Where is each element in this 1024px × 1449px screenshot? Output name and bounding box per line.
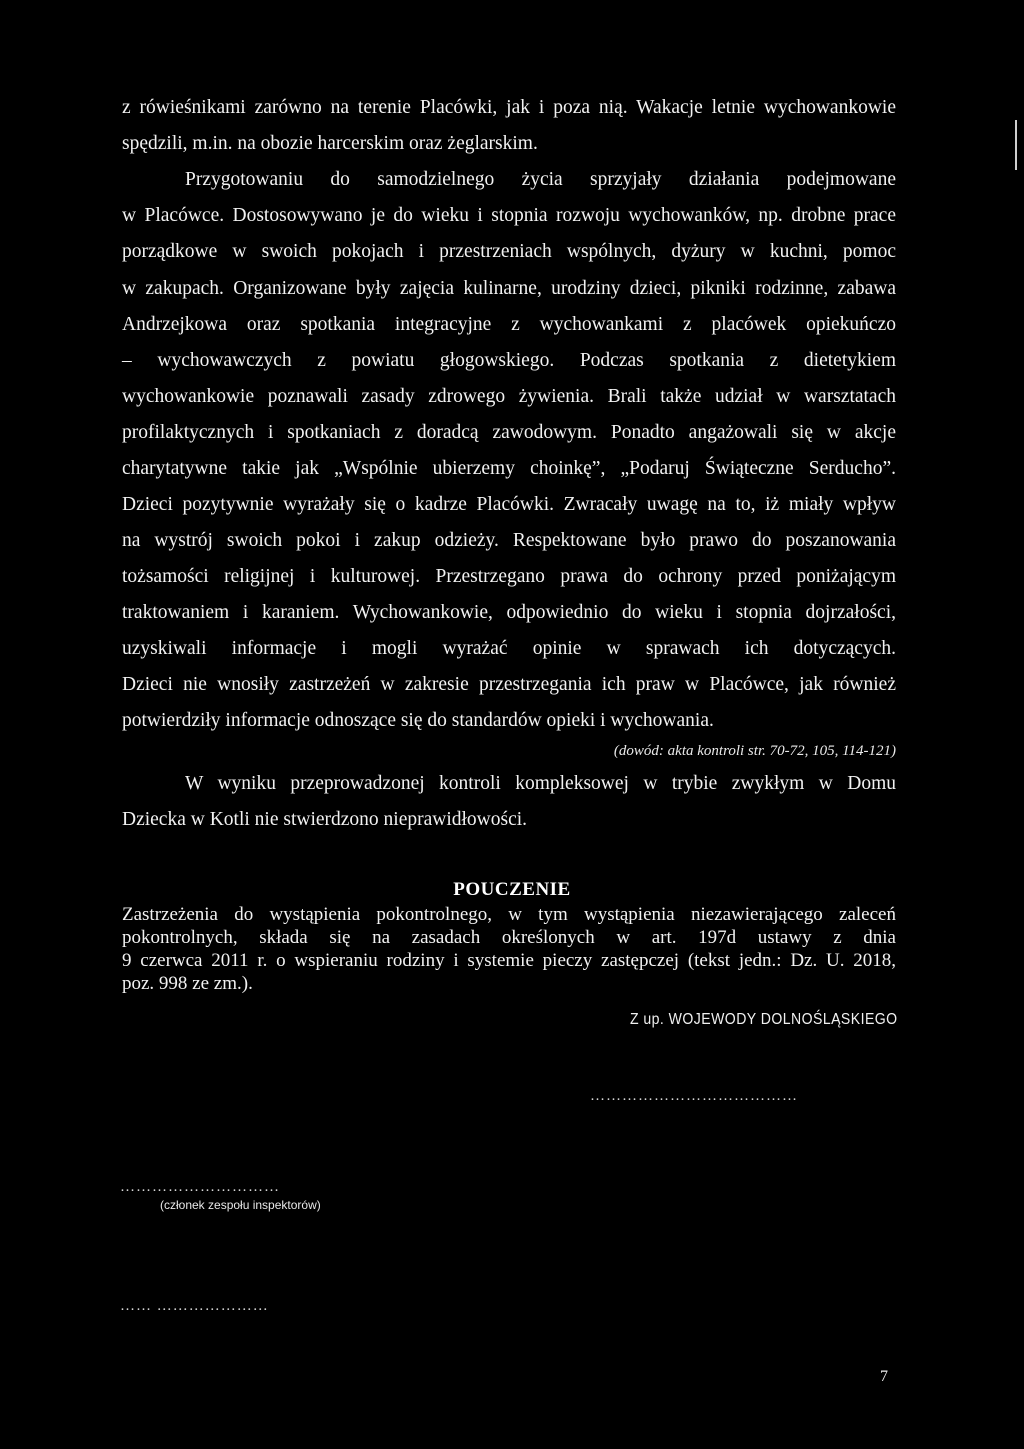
body-line: w zakupach. Organizowane były zajęcia kulinarne, urodziny dzieci, pikniki rodzinne, zabawa bbox=[122, 278, 896, 299]
scan-edge-mark bbox=[1015, 120, 1017, 170]
body-line: Dzieci nie wnosiły zastrzeżeń w zakresie przestrzegania ich praw w Placówce, jak również bbox=[122, 674, 896, 695]
body-line: porządkowe w swoich pokojach i przestrzeniach wspólnych, dyżury w kuchni, pomoc bbox=[122, 241, 896, 262]
notice-heading: POUCZENIE bbox=[453, 879, 571, 900]
notice-line: 9 czerwca 2011 r. o wspieraniu rodziny i systemie pieczy zastępczej (tekst jedn.: Dz. U. 2018, bbox=[122, 950, 896, 971]
body-line: potwierdziły informacje odnoszące się do standardów opieki i wychowania. bbox=[122, 710, 714, 731]
body-line: wychowankowie poznawali zasady zdrowego żywienia. Brali także udział w warsztatach bbox=[122, 386, 896, 407]
signature-line: ………………………… bbox=[120, 1179, 280, 1195]
notice-line: pokontrolnych, składa się na zasadach określonych w art. 197d ustawy z dnia bbox=[122, 927, 896, 948]
body-line: Andrzejkowa oraz spotkania integracyjne z wychowankami z placówek opiekuńczo bbox=[122, 314, 896, 335]
notice-line: poz. 998 ze zm.). bbox=[122, 973, 253, 994]
conclusion-line: Dziecka w Kotli nie stwierdzono nieprawidłowości. bbox=[122, 809, 528, 830]
body-line: charytatywne takie jak „Wspólnie ubierzemy choinkę”, „Podaruj Świąteczne Serducho”. bbox=[122, 458, 896, 479]
body-line: z rówieśnikami zarówno na terenie Placówki, jak i poza nią. Wakacje letnie wychowankowie bbox=[122, 97, 896, 118]
conclusion-line: W wyniku przeprowadzonej kontroli kompleksowej w trybie zwykłym w Domu bbox=[185, 773, 896, 794]
body-line: – wychowawczych z powiatu głogowskiego. Podczas spotkania z dietetykiem bbox=[122, 350, 896, 371]
body-line: traktowaniem i karaniem. Wychowankowie, odpowiednio do wieku i stopnia dojrzałości, bbox=[122, 602, 896, 623]
body-line: w Placówce. Dostosowywano je do wieku i stopnia rozwoju wychowanków, np. drobne prace bbox=[122, 205, 896, 226]
evidence-citation: (dowód: akta kontroli str. 70-72, 105, 114-121) bbox=[613, 743, 896, 759]
official-stamp: Z up. WOJEWODY DOLNOŚLĄSKIEGO bbox=[630, 1011, 898, 1028]
page-number: 7 bbox=[880, 1368, 888, 1385]
body-line: Dzieci pozytywnie wyrażały się o kadrze Placówki. Zwracały uwagę na to, iż miały wpływ bbox=[122, 494, 896, 515]
signature-caption: (członek zespołu inspektorów) bbox=[160, 1198, 321, 1212]
notice-line: Zastrzeżenia do wystąpienia pokontrolnego, w tym wystąpienia niezawierającego zaleceń bbox=[122, 904, 896, 925]
body-line: tożsamości religijnej i kulturowej. Przestrzegano prawa do ochrony przed poniżającym bbox=[122, 566, 896, 587]
body-line: Przygotowaniu do samodzielnego życia sprzyjały działania podejmowane bbox=[185, 169, 896, 190]
body-line: na wystrój swoich pokoi i zakup odzieży. Respektowane było prawo do poszanowania bbox=[122, 530, 896, 551]
body-line: spędzili, m.in. na obozie harcerskim oraz żeglarskim. bbox=[122, 133, 538, 154]
body-line: uzyskiwali informacje i mogli wyrażać opinie w sprawach ich dotyczących. bbox=[122, 638, 896, 659]
body-line: profilaktycznych i spotkaniach z doradcą zawodowym. Ponadto angażowali się w akcje bbox=[122, 422, 896, 443]
signature-line: ………………………………… bbox=[590, 1088, 798, 1104]
signature-line: …… ………………… bbox=[120, 1298, 269, 1314]
